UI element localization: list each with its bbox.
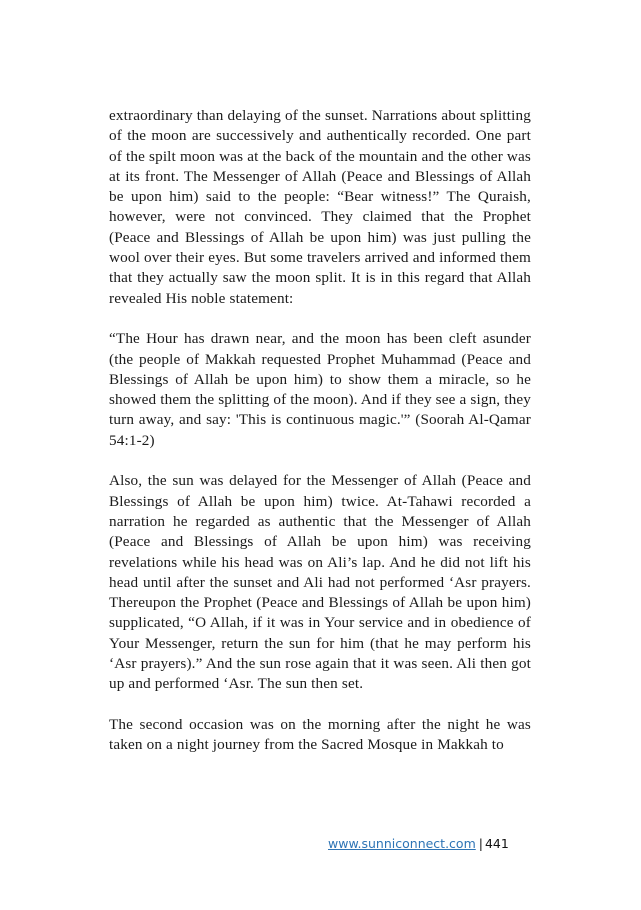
paragraph-sun-delayed: Also, the sun was delayed for the Messenger of Allah (Peace and Blessings of Allah be upon him) twice. At-Tahawi recorded a narration he regarded as authentic that the Messenger of Allah (Peace and Blessings of Allah be upon him) was receiving revelations while his head was on Ali’s lap. And he did not lift his head until after the sunset and Ali had not performed ‘Asr prayers. Thereupon the Prophet (Peace and Blessings of Allah be upon him) supplicated, “O Allah, if it was in Your service and in obedience of Your Messenger, return the sun for him (that he may perform his ‘Asr prayers).” And the sun rose again that it was seen. Ali then got up and performed ‘Asr. The sun then set. <box>109 472 531 693</box>
paragraph-moon-splitting: extraordinary than delaying of the sunset. Narrations about splitting of the moon are successively and authentically recorded. One part of the spilt moon was at the back of the mountain and the other was at its front. The Messenger of Allah (Peace and Blessings of Allah be upon him) said to the people: “Bear witness!” The Quraish, however, were not convinced. They claimed that the Prophet (Peace and Blessings of Allah be upon him) was just pulling the wool over their eyes. But some travelers arrived and informed them that they actually saw the moon split. It is in this regard that Allah revealed His noble statement: <box>109 107 531 307</box>
page-footer <box>328 836 509 851</box>
page-number: 441 <box>484 836 509 851</box>
body-text <box>109 106 531 756</box>
paragraph-quran-quote: “The Hour has drawn near, and the moon has been cleft asunder (the people of Makkah requested Prophet Muhammad (Peace and Blessings of Allah be upon him) to show them a miracle, so he showed them the splitting of the moon). And if they see a sign, they turn away, and say: 'This is continuous magic.'” (Soorah Al-Qamar 54:1-2) <box>109 330 531 449</box>
website-link[interactable]: www.sunniconnect.com <box>328 836 476 851</box>
footer-separator: | <box>478 836 483 851</box>
paragraph-second-occasion: The second occasion was on the morning after the night he was taken on a night journey from the Sacred Mosque in Makkah to <box>109 715 531 754</box>
